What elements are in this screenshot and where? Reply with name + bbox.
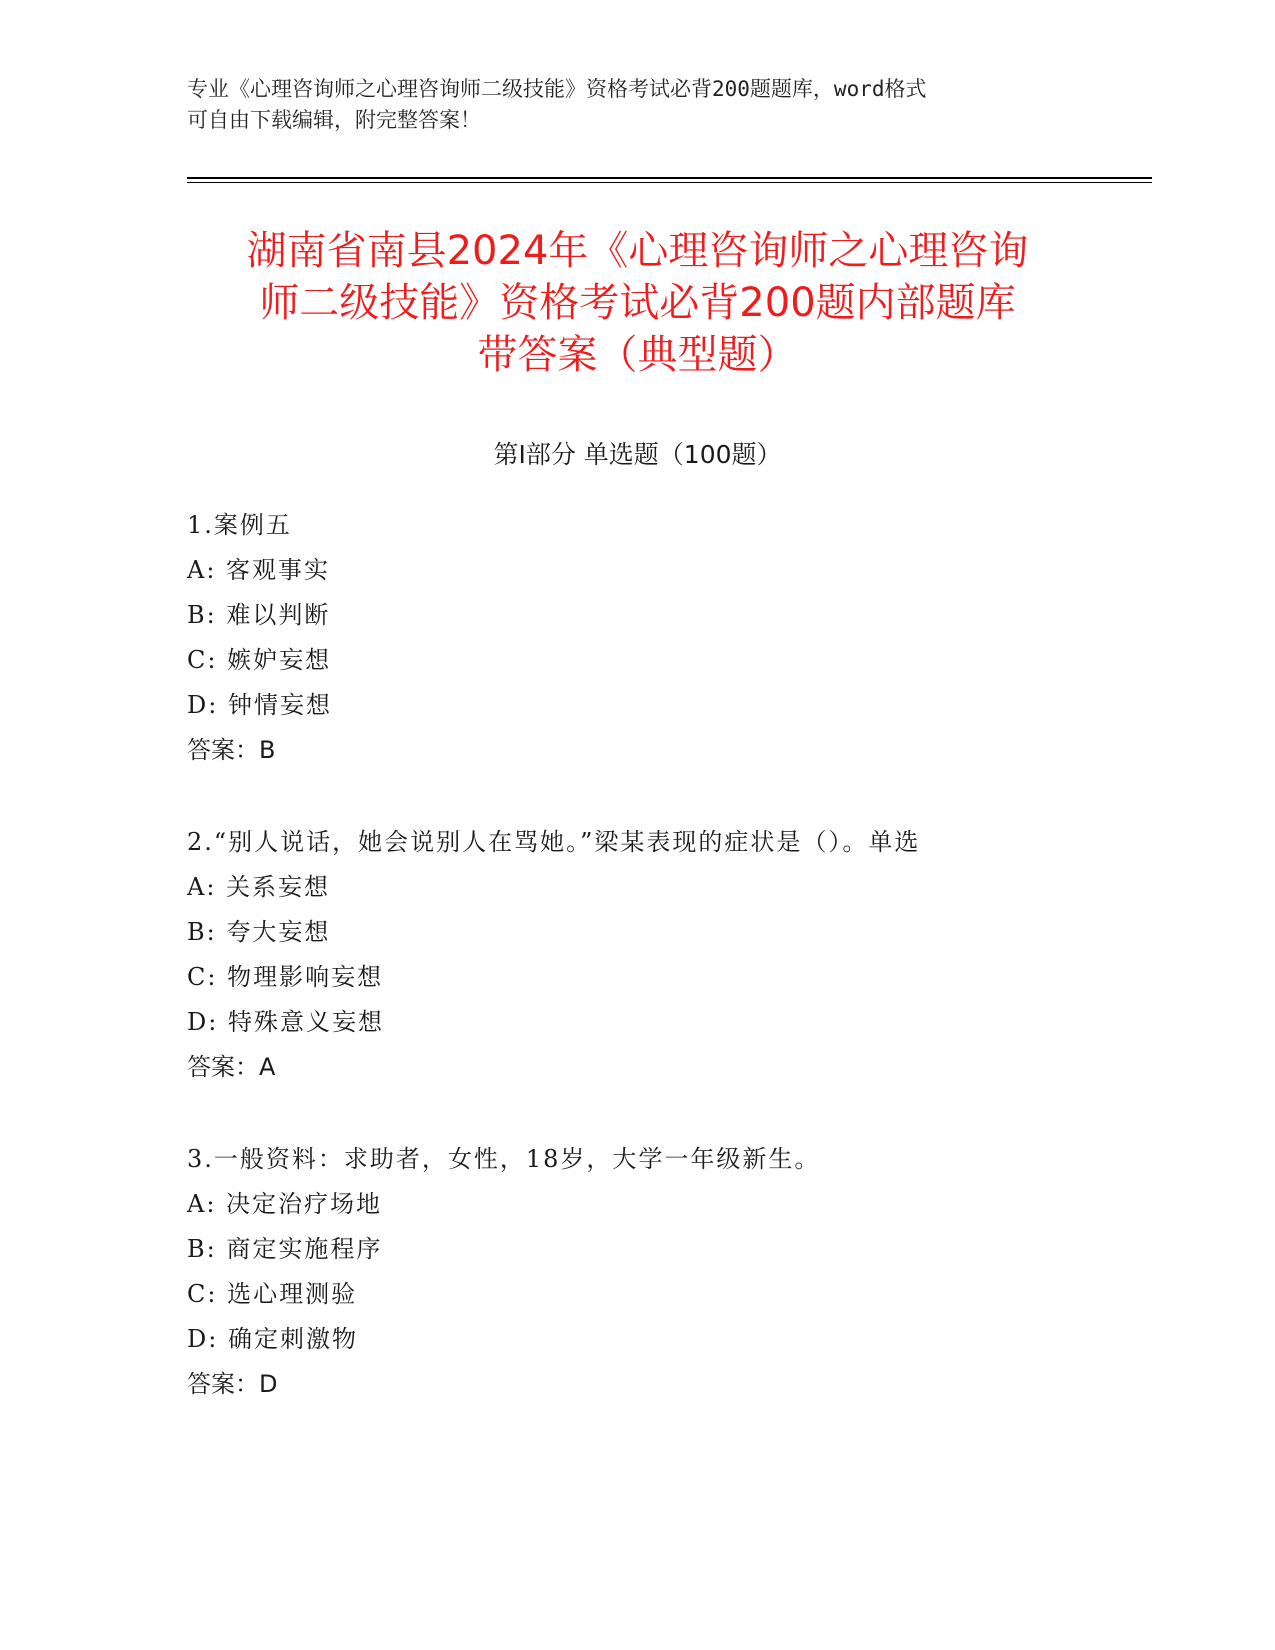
option-c: C: 物理影响妄想 bbox=[187, 963, 384, 991]
document-title bbox=[150, 225, 1125, 381]
header-note bbox=[187, 74, 1067, 136]
option-b: B: 商定实施程序 bbox=[187, 1235, 383, 1263]
option-d: D: 特殊意义妄想 bbox=[187, 1008, 384, 1036]
option-a: A: 决定治疗场地 bbox=[187, 1190, 383, 1218]
document-title-line-2: 师二级技能》资格考试必背200题内部题库 bbox=[259, 280, 1016, 326]
header-note-line-2: 可自由下载编辑，附完整答案！ bbox=[187, 108, 481, 132]
answer: 答案：A bbox=[187, 1053, 276, 1081]
option-d: D: 确定刺激物 bbox=[187, 1325, 358, 1353]
option-d: D: 钟情妄想 bbox=[187, 691, 332, 719]
header-note-line-1: 专业《心理咨询师之心理咨询师二级技能》资格考试必背200题题库，word格式 bbox=[187, 77, 927, 101]
header-rule-thick bbox=[187, 177, 1152, 179]
question-stem: 3.一般资料：求助者，女性，18岁，大学一年级新生。 bbox=[187, 1145, 821, 1173]
answer: 答案：D bbox=[187, 1370, 278, 1398]
option-b: B: 夸大妄想 bbox=[187, 918, 331, 946]
header-rule-thin bbox=[187, 182, 1152, 183]
question-2 bbox=[187, 820, 1127, 1090]
document-title-line-1: 湖南省南县2024年《心理咨询师之心理咨询 bbox=[246, 228, 1029, 274]
document-title-line-3: 带答案（典型题） bbox=[477, 332, 798, 378]
option-a: A: 关系妄想 bbox=[187, 873, 331, 901]
option-a: A: 客观事实 bbox=[187, 556, 331, 584]
section-title: 第I部分 单选题（100题） bbox=[493, 440, 782, 469]
option-b: B: 难以判断 bbox=[187, 601, 331, 629]
answer: 答案：B bbox=[187, 736, 276, 764]
option-c: C: 选心理测验 bbox=[187, 1280, 358, 1308]
question-stem: 1.案例五 bbox=[187, 511, 292, 539]
option-c: C: 嫉妒妄想 bbox=[187, 646, 332, 674]
question-1 bbox=[187, 503, 1127, 773]
question-3 bbox=[187, 1137, 1127, 1407]
question-stem: 2.“别人说话，她会说别人在骂她。”梁某表现的症状是（）。单选 bbox=[187, 828, 921, 856]
